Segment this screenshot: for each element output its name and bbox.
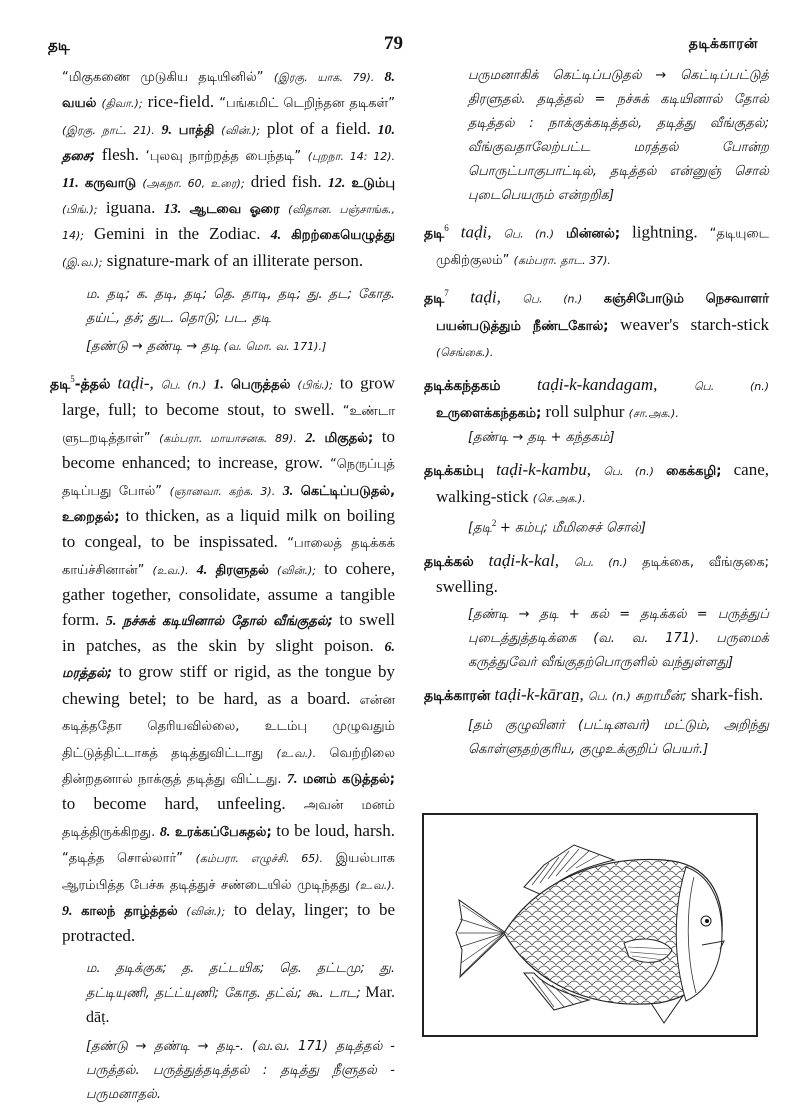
sense-number: 9.	[161, 122, 173, 138]
homonym-number: 2	[491, 517, 497, 528]
headword-suffix: -த்தல்	[74, 376, 111, 393]
homonym-number: 5	[70, 374, 75, 385]
tamil-gloss: வயல்	[62, 96, 97, 112]
etymology: [தண்டி → தடி + கந்தகம்]	[468, 430, 615, 446]
quote: ‘புலவு நாற்றத்த பைந்தடி”	[145, 149, 302, 165]
tamil-gloss: கைக்கழி;	[666, 464, 722, 480]
etymology: [தண்டி → தடி + கல் = தடிக்கல் = பருத்துப் புடைத்துத்தடிக்கை (வ. வ. 171). பருமைக் கருத்துவேர் வீங்குதற்பொருளில் வந்துள்ளது]	[468, 607, 769, 671]
headword: தடி	[50, 376, 71, 393]
quote: “பாலைத் தடிக்கக் காய்ச்சினான்”	[62, 536, 396, 578]
sense-number: 9.	[62, 904, 73, 920]
citation: (உவ.).	[152, 563, 189, 577]
citation: (இரகு. யாக. 79).	[273, 71, 375, 84]
page-number: 79	[384, 33, 403, 54]
entry-tadi-6	[424, 216, 769, 273]
tamil-gloss: மின்னல்;	[566, 226, 621, 242]
citation: (வ. மொ. வ. 171).]	[223, 340, 327, 354]
citation: (வின்.);	[277, 563, 316, 577]
sense-number: 10.	[377, 122, 395, 138]
etymology-text: [தண்டு → தண்டி → தடி	[86, 339, 221, 355]
etymology-continuation: பருமனாகிக் கெட்டிப்படுதல் → கெட்டிப்பட்டுத் திரளுதல். தடித்தல் = நச்சுக் கடியினால் தோல் தடித்தல் : நாக்குக்கடித்தல், தடித்து வீங்குதல்; வீங்குவதாலேற்பட்ட மரத்தல் போன்ற பொருட்பாகுபாட்டில், தடித்தல் என்னுஞ் சொல் புடைபெயரும் என்றறிக]	[468, 68, 769, 203]
entry-tadi-k-kal	[424, 549, 769, 600]
quote: “உண்டா ளுடறடித்தாள்”	[62, 404, 395, 446]
running-header-left: தடி	[48, 36, 70, 54]
tamil-gloss: உருளைக்கந்தகம்;	[436, 405, 542, 421]
english-gloss: to thicken, as a liquid milk on boiling to congeal, to be inspissated.	[62, 505, 395, 552]
tamil-gloss: நச்சுக் கடியினால் தோல் வீங்குதல்;	[122, 613, 333, 629]
english-gloss: lightning.	[632, 222, 698, 242]
citation: (செங்கை.).	[436, 345, 494, 359]
entry-tadi-k-karan	[424, 683, 769, 709]
sense-number: 12.	[327, 175, 346, 191]
part-of-speech: பெ. (n.)	[603, 465, 654, 479]
etymology-text: [தடி	[468, 520, 492, 536]
tamil-gloss: கருவாடு	[84, 175, 137, 191]
fish-illustration-icon	[424, 815, 756, 1035]
citation: (உ.வ.).	[276, 746, 317, 760]
usage-example: இயல்பாக ஆரம்பித்த பேச்சு தடித்துச் சண்டையில் முடிந்தது	[62, 851, 395, 893]
usage-example: வெற்றிலை தின்றதனால் நாக்குத் தடித்து விட்டது.	[62, 745, 396, 787]
part-of-speech: பெ. (n.)	[573, 555, 628, 569]
part-of-speech: பெ. (n.)	[522, 293, 583, 307]
english-gloss: weaver's starch-stick	[620, 314, 769, 334]
citation: (திவா.);	[101, 97, 143, 111]
tamil-gloss: சுறாமீன்;	[635, 689, 687, 705]
english-gloss: swelling.	[436, 577, 498, 597]
tamil-gloss: கிறற்கையெழுத்து	[291, 228, 395, 244]
quote: “பங்கமிட் டெறிந்தன தடிகள்”	[219, 96, 396, 112]
homonym-number: 7	[444, 288, 449, 299]
cognates-text: ம. தடிக்குக; த. தட்டயிக; தெ. தட்டமு; து. தட்டியுணி, தட்ட்யுணி; கோத. தட்வ்; கூ. டாட;	[86, 960, 395, 1001]
english-gloss: to cohere, gather together, consolidate, assume a tangible form.	[62, 558, 396, 629]
citation: (இ.வ.);	[62, 255, 103, 269]
headword: தடிக்கல்	[424, 553, 474, 570]
sense-number: 6.	[384, 639, 396, 655]
english-gloss: to be loud, harsh.	[276, 820, 396, 840]
quote: “தடித்த சொல்லார்”	[62, 851, 184, 867]
citation: (கம்பரா. தாட. 37).	[513, 254, 611, 268]
citation: (புறநா. 14: 12).	[307, 150, 396, 164]
homonym-number: 6	[444, 223, 449, 233]
tamil-gloss: தடிக்கை, வீங்குகை;	[642, 554, 770, 570]
etymology	[424, 511, 769, 541]
english-gloss: signature-mark of an illiterate person.	[106, 250, 364, 270]
tamil-gloss: பாத்தி	[178, 122, 215, 138]
tamil-gloss: உடும்பு	[351, 175, 396, 191]
running-header-right: தடிக்காரன்	[688, 36, 758, 52]
part-of-speech: பெ. (n.)	[588, 690, 631, 704]
citation: (கம்பரா. எழுச்சி. 65).	[195, 852, 323, 866]
sense-number: 7.	[286, 772, 298, 787]
tamil-gloss: தசை;	[62, 149, 96, 165]
english-gloss: Gemini in the Zodiac.	[94, 224, 261, 244]
citation: (ஞானவா. கற்க. 3).	[169, 484, 276, 498]
transliteration: taḍi-k-kandagam,	[537, 375, 658, 395]
transliteration: taḍi-k-kambu,	[496, 460, 591, 480]
part-of-speech: பெ. (n.)	[503, 227, 555, 241]
part-of-speech: பெ. (n.)	[693, 380, 770, 394]
sense-number: 1.	[213, 377, 224, 393]
sense-number: 4.	[196, 562, 208, 578]
transliteration: taḍi,	[460, 222, 492, 242]
citation: (கம்பரா. மாயாசனக. 89).	[159, 431, 297, 445]
headword: தடிக்கந்தகம்	[424, 378, 501, 395]
cognates	[50, 957, 395, 1031]
citation: (சா.அக.).	[628, 406, 679, 420]
tamil-gloss: கஞ்சிபோடும் நெசவாளர் பயன்படுத்தும் நீண்டகோல்;	[436, 292, 770, 334]
fish-head	[676, 867, 722, 1001]
english-gloss: to become hard, unfeeling.	[62, 794, 286, 814]
left-column	[50, 64, 395, 1107]
sense-number: 13.	[163, 202, 182, 218]
english-gloss: dried fish.	[250, 171, 322, 191]
headword: தடிக்காரன்	[424, 688, 491, 705]
english-gloss: iguana.	[105, 198, 156, 218]
transliteration: taḍi,	[470, 288, 501, 308]
tamil-gloss: உரக்கப்பேசுதல்;	[174, 824, 272, 840]
english-gloss: roll sulphur	[545, 401, 625, 421]
headword: தடி	[424, 225, 445, 242]
right-column	[424, 64, 769, 762]
english-gloss: rice-field.	[147, 92, 215, 112]
sense-number: 8.	[159, 824, 171, 840]
english-gloss: to grow large, full; to become stout, to swell.	[62, 373, 396, 420]
fish-illustration-frame	[422, 813, 758, 1037]
etymology-text: + கம்பு; மீமிசைச் சொல்]	[499, 520, 646, 536]
sense-number: 2.	[305, 430, 316, 446]
citation: (வின்.);	[221, 123, 261, 137]
part-of-speech: பெ. (n.)	[160, 378, 207, 392]
etymology: [தம் குழுவினர் (பட்டினவர்) மட்டும், அறிந்து கொள்ளுதற்குரிய, குழுஉக்குறிப் பெயர்.]	[468, 717, 769, 757]
sense-number: 8.	[384, 70, 396, 85]
entry-continuation	[50, 64, 395, 275]
english-gloss: flesh.	[101, 145, 140, 165]
tamil-gloss: மிகுதல்;	[324, 430, 374, 446]
sense-number: 11.	[62, 175, 79, 191]
quote: “தடியுடை முகிற்குலம்”	[436, 226, 770, 269]
entry-tadi-k-kandagam	[424, 373, 769, 426]
english-gloss: cane, walking-stick	[436, 460, 770, 506]
citation: (உ.வ.).	[355, 878, 395, 892]
entry-tadi-7	[424, 281, 769, 365]
english-gloss: to delay, linger; to be protracted.	[62, 900, 396, 946]
citation: (செ.அக.).	[532, 491, 586, 505]
entry-tadi-k-kambu	[424, 458, 769, 511]
citation: (அகநா. 60, உரை);	[142, 176, 245, 190]
citation: (வின்.);	[186, 905, 226, 919]
english-gloss: to swell in patches, as the skin by slight poison.	[62, 609, 396, 655]
tamil-gloss: மனம் கடுத்தல்;	[302, 772, 396, 787]
entry-tadi-5	[50, 367, 395, 949]
headword: தடிக்கம்பு	[424, 463, 484, 480]
etymology	[50, 335, 395, 359]
transliteration: taḍi-,	[117, 373, 154, 393]
tamil-gloss: பெருத்தல்	[230, 377, 291, 393]
english-gloss: plot of a field.	[266, 118, 371, 138]
citation: (விதான. பஞ்சாங்க., 14);	[62, 203, 396, 243]
usage-example: என்ன கடித்ததோ தெரியவில்லை, உடம்பு முழுவதும் திட்டுத்திட்டாகத் தடித்துவிட்டாது	[62, 692, 396, 761]
etymology: [தண்டு → தண்டி → தடி-. (வ.வ. 171) தடித்தல் - பருத்தல். பருத்துத்தடித்தல் : தடித்து நீளுதல் - பருமனாதல்.	[86, 1038, 395, 1102]
tamil-gloss: திரளுதல்	[215, 562, 269, 578]
tamil-gloss: காலந் தாழ்த்தல்	[81, 904, 178, 920]
quote: “நெருப்புத் தடிப்பது போல்”	[62, 457, 395, 499]
english-gloss: to grow stiff or rigid, as the tongue by chewing betel; to be hard, as a board.	[62, 662, 395, 708]
citation: (பிங்.);	[297, 378, 333, 392]
cognates: ம. தடி; க. தடி, தடி; தெ. தாடி, தடி; து. தட; கோத. தய்ட், தச்; துட. தொடு; பட. தடி	[86, 287, 395, 327]
sense-number: 4.	[270, 228, 282, 244]
sense-number: 3.	[282, 483, 294, 499]
sense-number: 5.	[105, 613, 117, 629]
transliteration: taḍi-k-kal,	[488, 550, 559, 570]
cognate-marathi: Mar. dāṭ.	[86, 983, 396, 1026]
english-gloss: shark-fish.	[690, 685, 764, 705]
headword: தடி	[424, 291, 445, 308]
transliteration: taḍi-k-kāraṉ,	[494, 685, 584, 705]
citation: (பிங்.);	[62, 203, 98, 217]
english-gloss: to become enhanced; to increase, grow.	[62, 426, 395, 473]
tamil-gloss: மரத்தல்;	[62, 666, 113, 682]
quote: “மிகுகணை முடுகிய தடியினில்”	[62, 70, 264, 85]
tamil-gloss: ஆடவை ஓரை	[189, 202, 280, 218]
usage-example: அவன் மனம் தடித்திருக்கிறது.	[62, 798, 395, 840]
citation: (இரகு. நாட். 21).	[62, 123, 155, 137]
tamil-gloss: கெட்டிப்படுதல், உறைதல்;	[62, 483, 396, 525]
